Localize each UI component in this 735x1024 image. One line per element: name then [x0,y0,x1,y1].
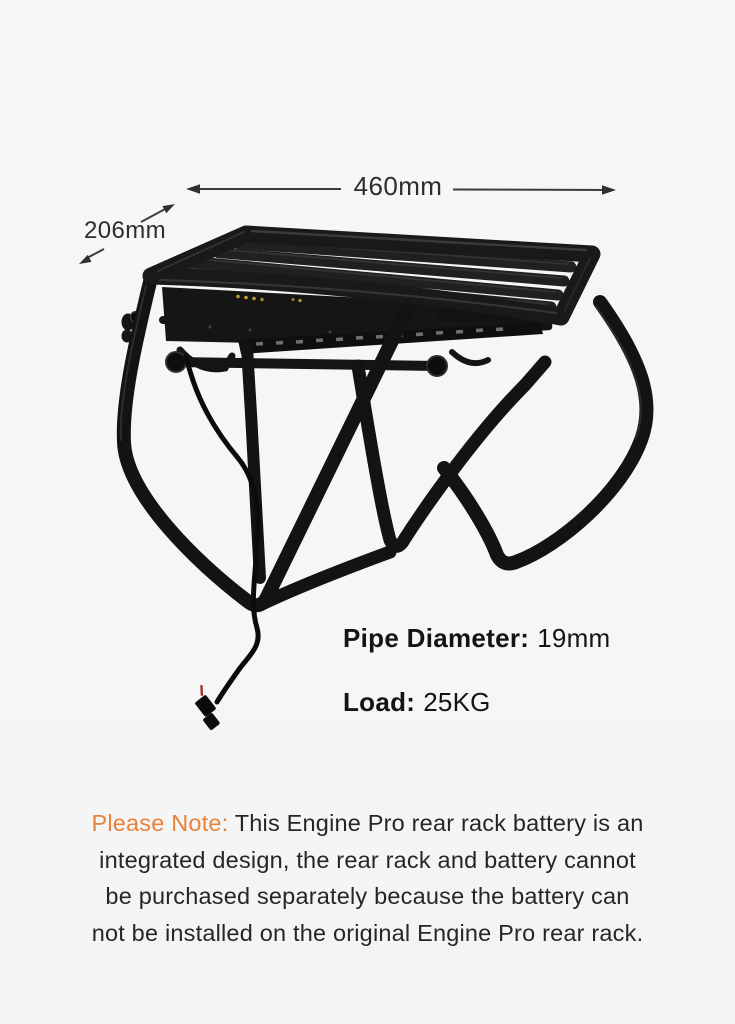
pipe-diameter-label: Pipe Diameter: [343,623,530,653]
note-line-1 [47,805,688,842]
please-note-paragraph [47,805,688,951]
note-line-1-text: This Engine Pro rear rack battery is an [234,810,644,836]
load-label: Load: [343,687,416,717]
load-value: 25KG [423,687,491,717]
note-prefix: Please Note: [91,810,229,836]
pipe-diameter-spec [343,623,610,654]
note-line-4: not be installed on the original Engine Pro rear rack. [91,919,644,946]
load-spec [343,687,491,718]
note-line-2: integrated design, the rear rack and battery cannot [99,846,636,873]
pipe-diameter-value: 19mm [537,623,611,653]
width-dimension-label: 460mm [353,171,443,201]
depth-dimension-label: 206mm [84,217,167,244]
note-line-3: be purchased separately because the battery can [105,883,630,909]
